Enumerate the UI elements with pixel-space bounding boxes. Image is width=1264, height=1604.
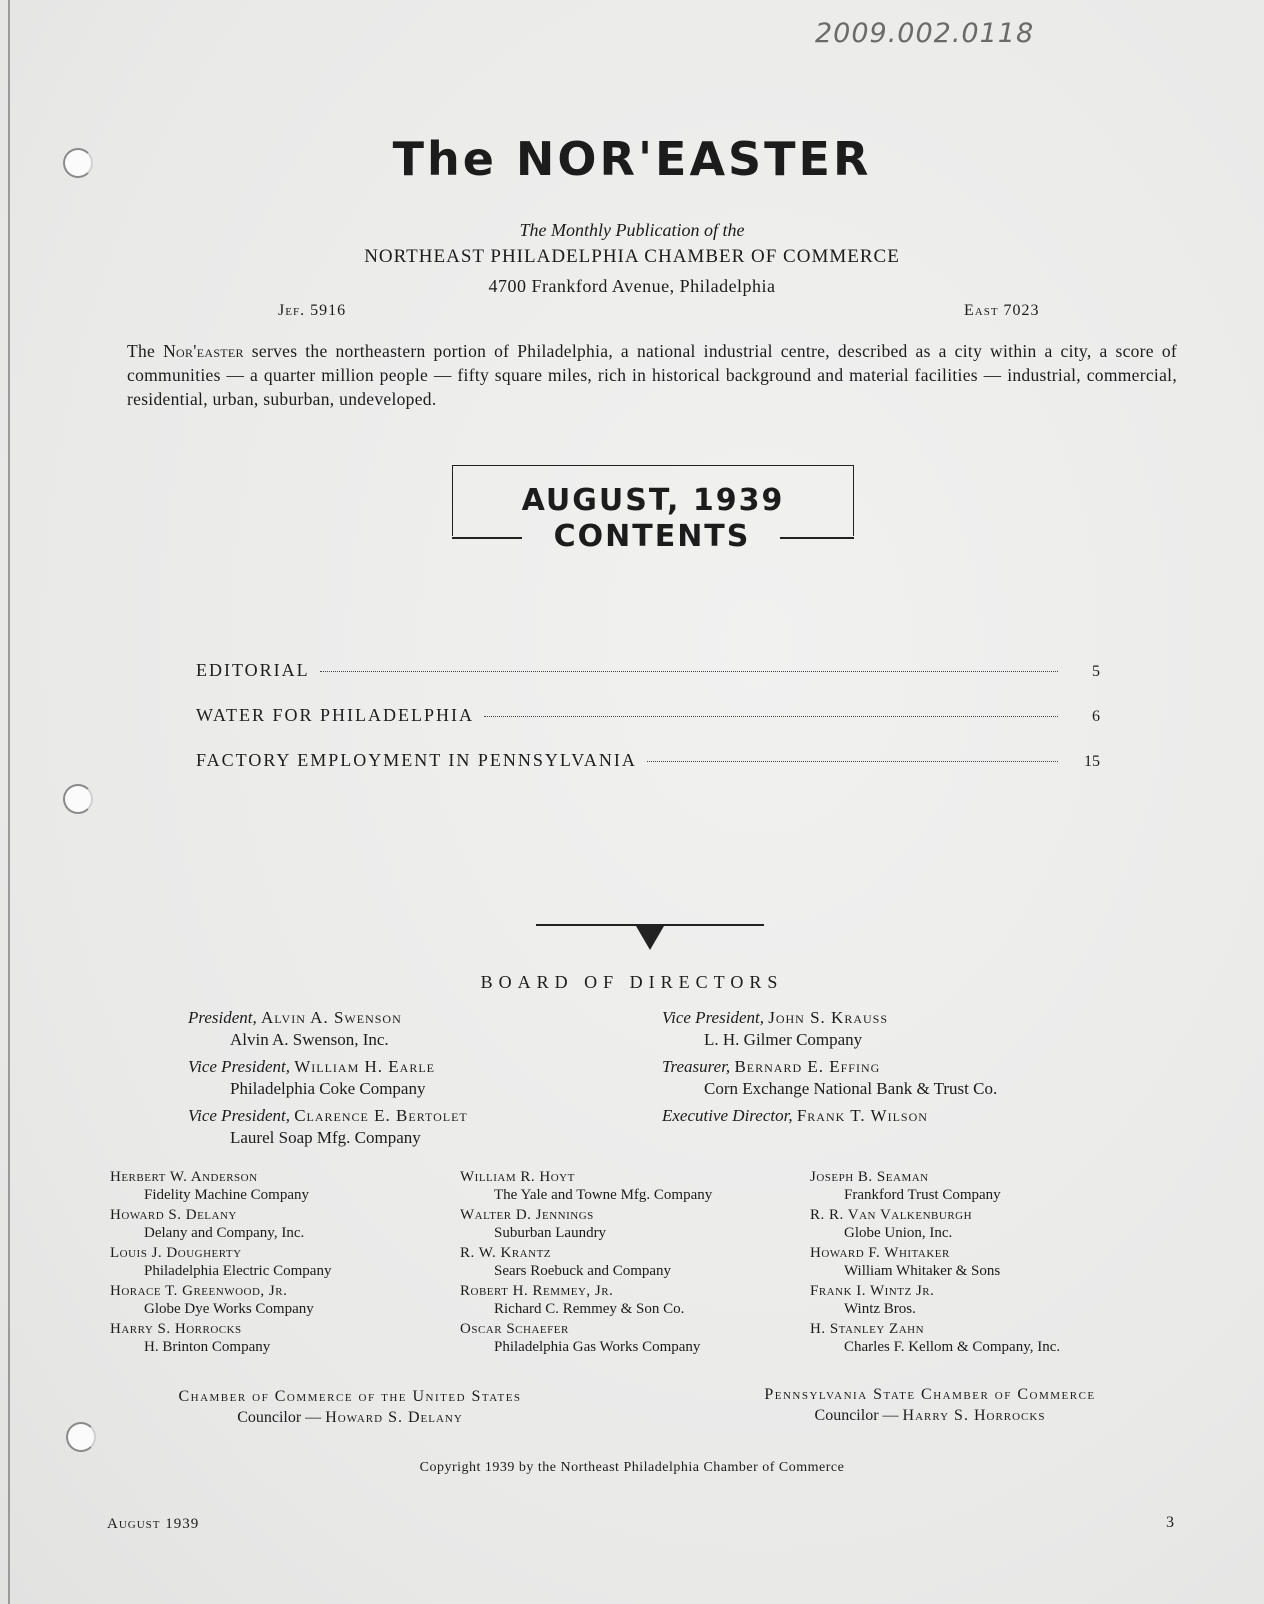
- director-company: Richard C. Remmey & Son Co.: [494, 1301, 685, 1317]
- officer-name: Clarence E. Bertolet: [294, 1106, 468, 1125]
- toc-page: 6: [1092, 708, 1100, 725]
- director-entry: [460, 1168, 712, 1204]
- director-entry: [460, 1244, 671, 1280]
- officer-company: Corn Exchange National Bank & Trust Co.: [704, 1079, 998, 1098]
- director-company: Fidelity Machine Company: [144, 1187, 309, 1203]
- council-entry: [110, 1386, 590, 1428]
- director-name: Louis J. Dougherty: [110, 1245, 242, 1261]
- council-prefix: Councilor —: [814, 1407, 903, 1424]
- director-entry: [460, 1320, 700, 1356]
- director-name: Robert H. Remmey, Jr.: [460, 1283, 614, 1299]
- officer-company: Philadelphia Coke Company: [230, 1079, 426, 1098]
- officer-name: Alvin A. Swenson: [261, 1008, 402, 1027]
- toc-leader: [320, 670, 1058, 672]
- phone-left: Jef. 5916: [278, 302, 347, 319]
- officer-role: President,: [188, 1008, 257, 1027]
- officer-entry: [188, 1105, 468, 1149]
- director-name: Howard S. Delany: [110, 1207, 237, 1223]
- director-company: Suburban Laundry: [494, 1225, 607, 1241]
- director-entry: [810, 1320, 1060, 1356]
- officer-name: William H. Earle: [294, 1057, 435, 1076]
- toc-title: FACTORY EMPLOYMENT IN PENNSYLVANIA: [196, 750, 637, 770]
- officer-company: L. H. Gilmer Company: [704, 1030, 863, 1049]
- phone-right: East 7023: [964, 302, 1040, 319]
- intro-brand: Nor'easter: [163, 341, 244, 361]
- organization-address: 4700 Frankford Avenue, Philadelphia: [488, 276, 776, 296]
- officer-role: Vice President,: [188, 1106, 290, 1125]
- director-company: Charles F. Kellom & Company, Inc.: [844, 1339, 1061, 1355]
- director-entry: [110, 1282, 314, 1318]
- toc-leader: [484, 715, 1058, 717]
- director-company: H. Brinton Company: [144, 1339, 271, 1355]
- director-company: Globe Dye Works Company: [144, 1301, 314, 1317]
- director-company: William Whitaker & Sons: [844, 1263, 1001, 1279]
- officer-role: Treasurer,: [662, 1057, 731, 1076]
- director-name: William R. Hoyt: [460, 1169, 575, 1185]
- council-organization: Chamber of Commerce of the United States: [178, 1388, 522, 1405]
- council-name: Harry S. Horrocks: [902, 1407, 1046, 1424]
- director-name: Horace T. Greenwood, Jr.: [110, 1283, 288, 1299]
- archive-number: 2009.002.0118: [815, 18, 1035, 49]
- director-company: Philadelphia Gas Works Company: [494, 1339, 701, 1355]
- contents-label: CONTENTS: [553, 519, 751, 554]
- director-entry: [810, 1244, 1000, 1280]
- officer-entry: [662, 1105, 928, 1127]
- director-company: Wintz Bros.: [844, 1301, 916, 1317]
- director-entry: [110, 1206, 304, 1242]
- director-company: Globe Union, Inc.: [844, 1225, 953, 1241]
- footer-page-number: 3: [1166, 1514, 1174, 1531]
- board-heading: BOARD OF DIRECTORS: [480, 972, 784, 992]
- officer-role: Vice President,: [188, 1057, 290, 1076]
- issue-date: AUGUST, 1939: [521, 483, 785, 518]
- toc-title: WATER FOR PHILADELPHIA: [196, 705, 474, 725]
- officer-name: Frank T. Wilson: [796, 1106, 928, 1125]
- director-name: Harry S. Horrocks: [110, 1321, 242, 1337]
- director-entry: [110, 1244, 331, 1280]
- intro-text: serves the northeastern portion of Philadelphia, a national industrial centre, described as a city within a city, a score of communities — a quarter million people — fifty square miles, rich in historical background and material facilities — industrial, commercial, residential, urban, suburban, undeveloped.: [127, 341, 1177, 409]
- council-organization: Pennsylvania State Chamber of Commerce: [764, 1386, 1096, 1403]
- toc-entry[interactable]: [196, 660, 1100, 681]
- toc-entry[interactable]: [196, 705, 1100, 726]
- publication-title: The NOR'EASTER: [392, 132, 872, 186]
- officer-name: Bernard E. Effing: [734, 1057, 881, 1076]
- officer-role: Executive Director,: [662, 1106, 793, 1125]
- director-name: H. Stanley Zahn: [810, 1321, 925, 1337]
- director-entry: [460, 1282, 684, 1318]
- officer-name: John S. Krauss: [768, 1008, 888, 1027]
- director-entry: [810, 1168, 1001, 1204]
- director-entry: [110, 1320, 270, 1356]
- toc-page: 15: [1084, 753, 1100, 770]
- toc-entry[interactable]: [196, 750, 1100, 771]
- director-company: Sears Roebuck and Company: [494, 1263, 672, 1279]
- director-name: Walter D. Jennings: [460, 1207, 594, 1223]
- intro-lead: The: [127, 341, 164, 361]
- director-company: The Yale and Towne Mfg. Company: [494, 1187, 713, 1203]
- officer-entry: [188, 1007, 402, 1051]
- council-name: Howard S. Delany: [325, 1409, 463, 1426]
- officer-entry: [662, 1007, 888, 1051]
- binder-hole-icon: [63, 784, 93, 814]
- director-name: Joseph B. Seaman: [810, 1169, 929, 1185]
- director-name: Frank I. Wintz Jr.: [810, 1283, 935, 1299]
- officer-role: Vice President,: [662, 1008, 764, 1027]
- intro-paragraph: [127, 339, 1177, 411]
- director-company: Delany and Company, Inc.: [144, 1225, 305, 1241]
- toc-page: 5: [1092, 663, 1100, 680]
- triangle-ornament-icon: [636, 926, 664, 950]
- director-name: R. W. Krantz: [460, 1245, 552, 1261]
- publication-subtitle: The Monthly Publication of the: [519, 220, 745, 240]
- director-entry: [460, 1206, 606, 1242]
- council-prefix: Councilor —: [237, 1409, 326, 1426]
- director-name: R. R. Van Valkenburgh: [810, 1207, 973, 1223]
- director-entry: [810, 1282, 934, 1318]
- officer-entry: [662, 1056, 997, 1100]
- officer-company: Laurel Soap Mfg. Company: [230, 1128, 421, 1147]
- director-name: Herbert W. Anderson: [110, 1169, 258, 1185]
- director-entry: [110, 1168, 309, 1204]
- director-name: Howard F. Whitaker: [810, 1245, 950, 1261]
- toc-leader: [647, 760, 1058, 762]
- officer-entry: [188, 1056, 435, 1100]
- director-company: Philadelphia Electric Company: [144, 1263, 332, 1279]
- toc-title: EDITORIAL: [196, 660, 310, 680]
- binder-hole-icon: [66, 1422, 96, 1452]
- copyright-notice: Copyright 1939 by the Northeast Philadelphia Chamber of Commerce: [419, 1460, 845, 1475]
- director-entry: [810, 1206, 972, 1242]
- organization-name: NORTHEAST PHILADELPHIA CHAMBER OF COMMERCE: [364, 246, 900, 267]
- footer-issue-date: August 1939: [107, 1516, 200, 1532]
- officer-company: Alvin A. Swenson, Inc.: [230, 1030, 389, 1049]
- director-company: Frankford Trust Company: [844, 1187, 1001, 1203]
- director-name: Oscar Schaefer: [460, 1321, 569, 1337]
- council-entry: [700, 1384, 1160, 1426]
